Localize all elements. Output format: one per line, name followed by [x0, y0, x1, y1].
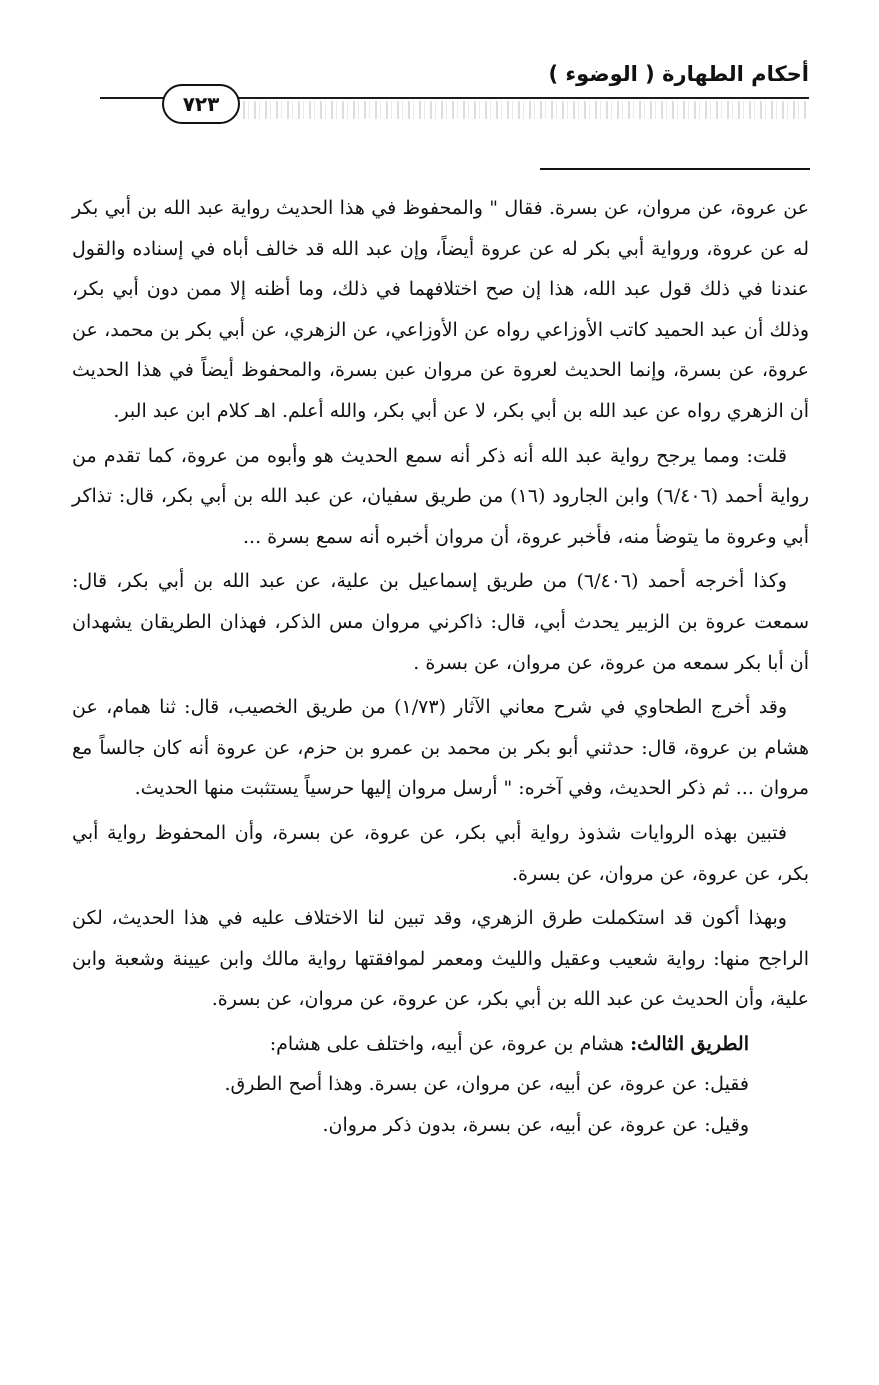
paragraph: وكذا أخرجه أحمد (٦/٤٠٦) من طريق إسماعيل بن علية، عن عبد الله بن أبي بكر، قال: سمعت عروة بن الزبير يحدث أبي، قال: ذاكرني مروان مس الذكر، فهذان الطريقان يشهدان أن أبا بكر سمعه من عروة، عن مروان، عن بسرة . [72, 570, 809, 674]
paragraph: وقد أخرج الطحاوي في شرح معاني الآثار (١/٧٣) من طريق الخصيب، قال: ثنا همام، عن هشام بن عروة، قال: حدثني أبو بكر بن محمد بن عمرو بن حزم، عن عروة أنه كان جالساً مع مروان ... ثم ذكر الحديث، وفي آخره: " أرسل مروان إليها حرسياً يستثبت منها الحديث. [72, 696, 809, 800]
page-number-badge [162, 84, 240, 124]
running-header-title: أحكام الطهارة ( الوضوء ) [548, 62, 809, 86]
paragraph: قلت: ومما يرجح رواية عبد الله أنه ذكر أنه سمع الحديث هو وأبوه من عروة، كما تقدم من رواية أحمد (٦/٤٠٦) وابن الجارود (١٦) من طريق سفيان، عن عبد الله بن أبي بكر، قال: تذاكر أبي وعروة ما يتوضأ منه، فأخبر عروة، أن مروان أخبره أنه سمع بسرة ... [72, 444, 809, 548]
body-text [72, 188, 809, 1146]
paragraph: عن عروة، عن مروان، عن بسرة. فقال " والمحفوظ في هذا الحديث رواية عبد الله بن أبي بكر له عن عروة، ورواية أبي بكر له عن عروة أيضاً، وإن عبد الله قد خالف أباه في إسناده والقول عندنا في ذلك قول عبد الله، هذا إن صح اختلافهما في ذلك، وما أظنه إلا ممن دون أبي بكر، وذلك أن عبد الحميد كاتب الأوزاعي رواه عن الأوزاعي، عن الزهري، عن أبي بكر بن محمد، عن عروة، عن بسرة، وإنما الحديث لعروة عن مروان عبن بسرة، والمحفوظ أيضاً في هذا الحديث أن الزهري رواه عن عبد الله بن أبي بكر، لا عن أبي بكر، والله أعلم. اهـ كلام ابن عبد البر. [72, 197, 809, 422]
third-path-text: هشام بن عروة، عن أبيه، واختلف على هشام: [269, 1032, 631, 1055]
third-path-heading [72, 1024, 809, 1065]
third-path-line: وقيل: عن عروة، عن أبيه، عن بسرة، بدون ذكر مروان. [322, 1114, 749, 1137]
third-path-line: فقيل: عن عروة، عن أبيه، عن مروان، عن بسرة. وهذا أصح الطرق. [224, 1073, 749, 1096]
paragraph: وبهذا أكون قد استكملت طرق الزهري، وقد تبين لنا الاختلاف عليه في هذا الحديث، لكن الراجح منها: رواية شعيب وعقيل والليث ومعمر لموافقتها رواية مالك وابن عيينة وشعبة وابن علية، وأن الحديث عن عبد الله بن أبي بكر، عن عروة، عن مروان، عن بسرة. [72, 907, 809, 1011]
paragraph: فتبين بهذه الروايات شذوذ رواية أبي بكر، عن عروة، عن بسرة، وأن المحفوظ رواية أبي بكر، عن عروة، عن مروان، عن بسرة. [72, 821, 809, 885]
third-path-label: الطريق الثالث: [630, 1032, 749, 1055]
header-ornament [232, 101, 809, 119]
separator-rule [540, 168, 810, 170]
page-number: ٧٢٣ [182, 92, 220, 116]
